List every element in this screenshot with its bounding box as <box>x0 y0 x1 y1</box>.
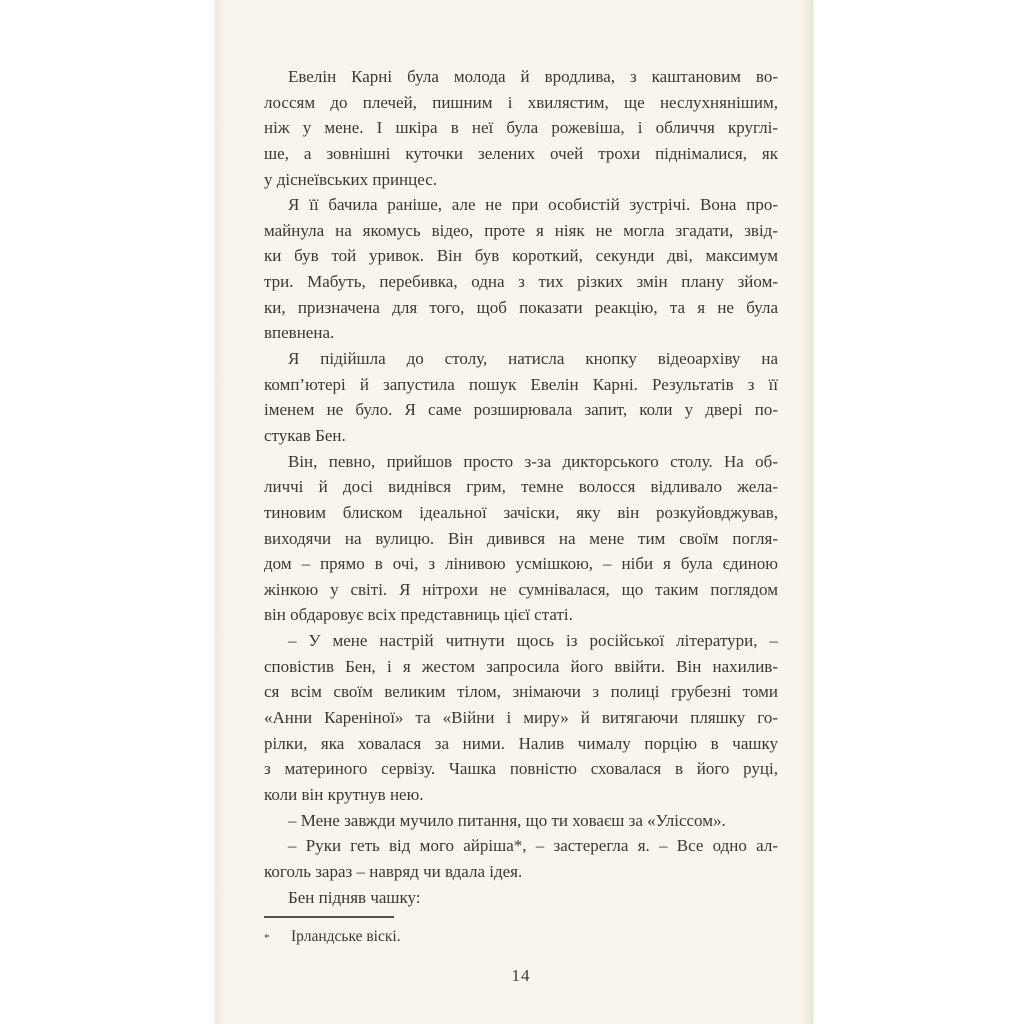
text-line: тиновим блиском ідеальної зачіски, яку він розкуйовджував, <box>264 502 778 522</box>
paragraph <box>264 346 778 449</box>
footnote <box>264 916 778 948</box>
paragraph <box>264 833 778 884</box>
text-line: Евелін Карні була молода й вродлива, з каштановим во- <box>288 67 778 86</box>
text-line: Бен підняв чашку: <box>288 887 421 907</box>
text-line: Він, певно, прийшов просто з-за дикторського столу. На об- <box>288 451 778 471</box>
footnote-line <box>264 927 778 948</box>
text-line: ки, призначена для того, щоб показати реакцію, та я не була <box>264 297 778 317</box>
text-line: – Мене завжди мучило питання, що ти ховаєш за «Уліссом». <box>288 810 726 830</box>
page-number: 14 <box>511 966 531 985</box>
text-line: впевнена. <box>264 323 335 343</box>
paragraph <box>264 628 778 807</box>
text-line: коголь зараз – навряд чи вдала ідея. <box>264 861 523 881</box>
paragraph <box>264 64 778 192</box>
text-line: личчі й досі виднівся грим, темне волосся відливало жела- <box>264 477 778 497</box>
book-page <box>215 0 813 1024</box>
text-line: він обдаровує всіх представниць цієї статі. <box>264 605 573 625</box>
paragraph <box>264 449 778 628</box>
text-line: ся всім своїм великим тілом, знімаючи з полиці грубезні томи <box>264 682 778 702</box>
text-line: лоссям до плечей, пишним і хвилястим, ще неслухнянішим, <box>264 92 778 112</box>
text-line: комп’ютері й запустила пошук Евелін Карні. Результатів з її <box>264 374 778 394</box>
footnote-divider <box>264 916 394 918</box>
text-line: виходячи на вулицю. Він дивився на мене тим своїм погля- <box>264 528 778 548</box>
text-line: стукав Бен. <box>264 425 346 445</box>
text-line: ніж у мене. І шкіра в неї була рожевіша, і обличчя круглі- <box>264 118 778 138</box>
text-line: Я підійшла до столу, натисла кнопку відеоархіву на <box>288 349 778 369</box>
text-line: коли він крутнув нею. <box>264 784 424 804</box>
paragraph <box>264 885 778 911</box>
text-line: – Руки геть від мого айріша*, – застерегла я. – Все одно ал- <box>288 836 778 856</box>
text-line: – У мене настрій читнути щось із російської літератури, – <box>288 631 778 651</box>
footnote-marker: * <box>264 932 270 944</box>
text-line: жінкою у світі. Я нітрохи не сумнівалася, що таким поглядом <box>264 579 778 599</box>
text-line: три. Мабуть, перебивка, одна з тих різких змін плану зйом- <box>264 272 778 292</box>
text-line: сповістив Бен, і я жестом запросила його ввійти. Він нахилив- <box>264 656 778 676</box>
footnote-text: Ірландське віскі. <box>291 928 401 945</box>
text-line: ки був той уривок. Він був короткий, секунди дві, максимум <box>264 246 778 266</box>
page-text <box>264 64 778 910</box>
text-line: у діснеївських принцес. <box>264 169 438 189</box>
text-line: Я її бачила раніше, але не при особистій зустрічі. Вона про- <box>288 195 778 215</box>
text-line: іменем не було. Я саме розширювала запит, коли у двері по- <box>264 400 778 420</box>
text-line: з материного сервізу. Чашка повністю сховалася в його руці, <box>264 759 778 779</box>
text-line: дом – прямо в очі, з лінивою усмішкою, – ніби я була єдиною <box>264 554 778 574</box>
paragraph <box>264 808 778 834</box>
text-line: «Анни Кареніної» та «Війни і миру» й витягаючи пляшку го- <box>264 708 778 728</box>
text-line: ше, а зовнішні куточки зелених очей трохи піднімалися, як <box>264 143 778 163</box>
text-line: рілки, яка ховалася за ними. Налив чималу порцію в чашку <box>264 733 778 753</box>
text-line: майнула на якомусь відео, проте я ніяк не могла згадати, звід- <box>264 220 778 240</box>
paragraph <box>264 192 778 346</box>
